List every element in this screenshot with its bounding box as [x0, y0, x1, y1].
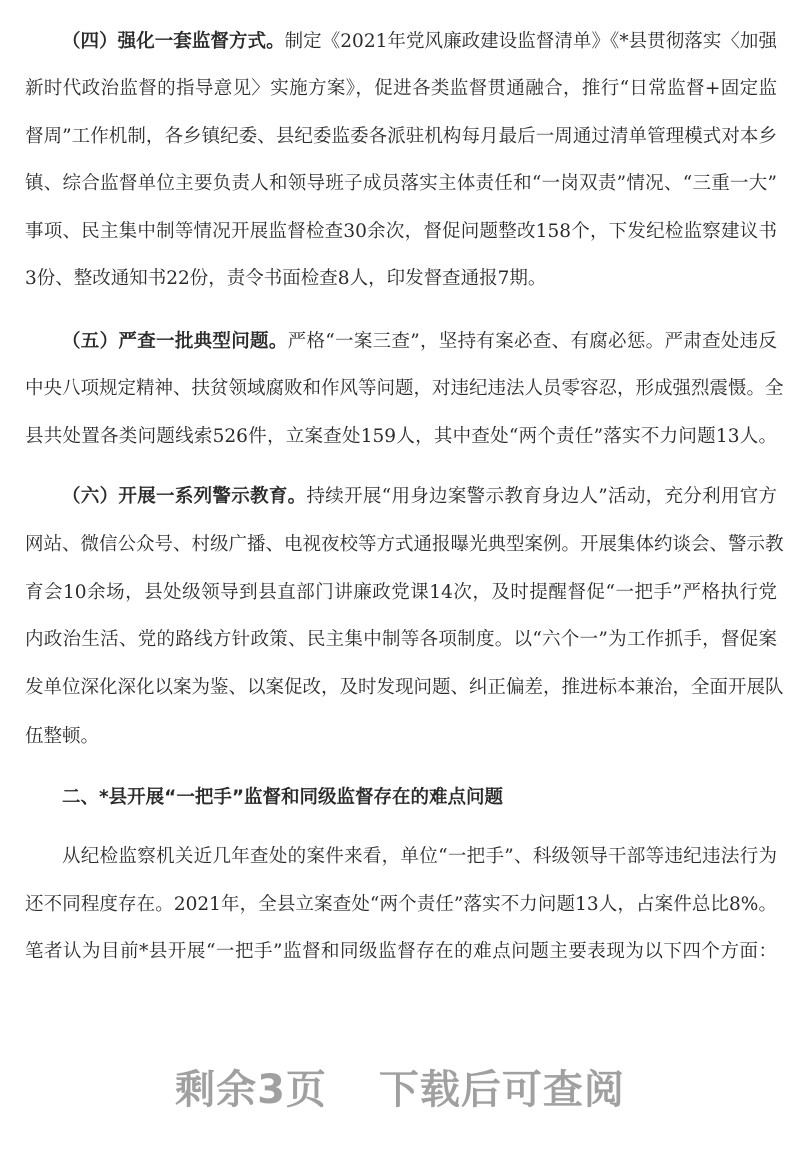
paragraph-line: 从纪检监察机关近几年查处的案件来看，单位“一把手”、科级领导干部等违纪违法行为: [62, 846, 777, 867]
paragraph-line: 育会10余场，县处级领导到县直部门讲廉政党课14次，及时提醒督促“一把手”严格执行党: [25, 582, 777, 603]
section-lead: （五）严查一批典型问题。: [62, 331, 288, 352]
paragraph-line: 笔者认为目前*县开展“一把手”监督和同级监督存在的难点问题主要表现为以下四个方面：: [25, 941, 777, 962]
download-to-view-label: 下载后可查阅: [378, 1067, 625, 1113]
paragraph-line: 事项、民主集中制等情况开展监督检查30余次，督促问题整改158个，下发纪检监察建议书: [25, 221, 777, 242]
section-lead: （六）开展一系列警示教育。: [62, 486, 307, 507]
paragraph-line: 内政治生活、党的路线方针政策、民主集中制等各项制度。以“六个一”为工作抓手，督促案: [25, 629, 777, 650]
paragraph-line: [62, 29, 777, 55]
line-text: 严格“一案三查”，坚持有案必查、有腐必惩。严肃查处违反: [287, 331, 777, 352]
line-text: 制定《2021年党风廉政建设监督清单》《*县贯彻落实〈加强: [284, 31, 777, 52]
paragraph-line: [62, 329, 777, 355]
paragraph-line: 中央八项规定精神、扶贫领域腐败和作风等问题，对违纪违法人员零容忍，形成强烈震慑。全: [25, 378, 784, 399]
paragraph-line: 发单位深化深化以案为鉴、以案促改，及时发现问题、纠正偏差，推进标本兼治，全面开展队: [25, 677, 784, 698]
paragraph-line: 新时代政治监督的指导意见〉实施方案》，促进各类监督贯通融合，推行“日常监督+固定监: [25, 78, 777, 99]
paragraph-line: 镇、综合监督单位主要负责人和领导班子成员落实主体责任和“一岗双责”情况、“三重一大”: [25, 173, 777, 194]
remaining-pages-label: 剩余3页: [175, 1067, 327, 1113]
paragraph-line: 督周”工作机制，各乡镇纪委、县纪委监委各派驻机构每月最后一周通过清单管理模式对本乡: [25, 126, 777, 147]
paragraph-line: 还不同程度存在。2021年，全县立案查处“两个责任”落实不力问题13人，占案件总比8%。: [25, 894, 777, 915]
section-lead: （四）强化一套监督方式。: [62, 31, 285, 52]
download-prompt[interactable]: [0, 1058, 800, 1115]
paragraph-line: 县共处置各类问题线索526件，立案查处159人，其中查处“两个责任”落实不力问题13人。: [25, 426, 777, 447]
paragraph-line: 网站、微信公众号、村级广播、电视夜校等方式通报曝光典型案例。开展集体约谈会、警示教: [25, 534, 784, 555]
paragraph-line: 伍整顿。: [25, 726, 100, 747]
line-text: 持续开展“用身边案警示教育身边人”活动，充分利用官方: [306, 486, 777, 507]
section-heading: 二、*县开展“一把手”监督和同级监督存在的难点问题: [62, 787, 503, 808]
paragraph-line: 3份、整改通知书22份，责令书面检查8人，印发督查通报7期。: [25, 268, 547, 289]
paragraph-line: [62, 484, 777, 510]
